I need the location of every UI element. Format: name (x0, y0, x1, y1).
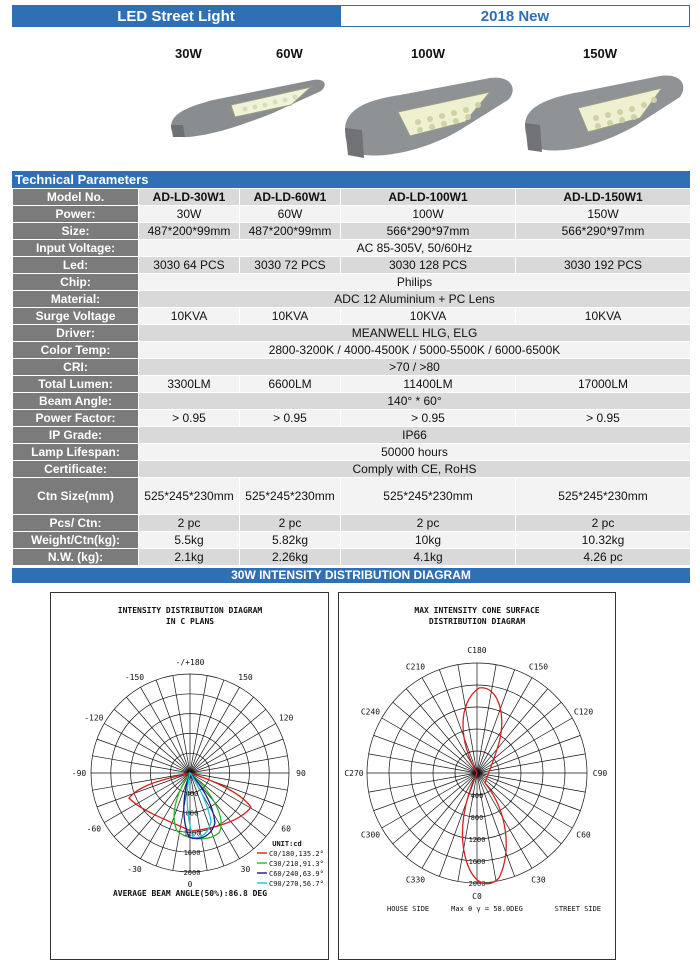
ring-label: 2000 (468, 880, 486, 888)
spec-value: 566*290*97mm (341, 223, 516, 240)
spec-value: AD-LD-30W1 (139, 189, 240, 206)
spec-label: Surge Voltage (13, 308, 139, 325)
spec-value: 10KVA (139, 308, 240, 325)
spec-label: CRI: (13, 359, 139, 376)
spec-value: 487*200*99mm (139, 223, 240, 240)
angle-label: 30 (240, 865, 251, 875)
spec-label: Power Factor: (13, 410, 139, 427)
spec-label: Driver: (13, 325, 139, 342)
release-tag: 2018 New (340, 5, 690, 27)
angle-label: -30 (127, 865, 142, 875)
spec-value: 525*245*230mm (139, 478, 240, 515)
spec-value: 4.26 pc (516, 549, 691, 566)
spec-value: 487*200*99mm (240, 223, 341, 240)
angle-label: C210 (405, 662, 426, 672)
angle-label: 60 (281, 824, 291, 834)
spec-value: 11400LM (341, 376, 516, 393)
spec-row (13, 291, 691, 308)
ring-label: 1200 (468, 836, 486, 844)
page-header (12, 5, 690, 27)
spec-label: Lamp Lifespan: (13, 444, 139, 461)
cone-surface-diagram-panel (338, 592, 616, 960)
angle-label: C180 (467, 646, 487, 655)
spec-value: 4.1kg (341, 549, 516, 566)
spec-value: 3300LM (139, 376, 240, 393)
wattage-label-30w: 30W (175, 46, 202, 61)
spec-value: ADC 12 Aluminium + PC Lens (139, 291, 691, 308)
angle-label: -60 (86, 824, 102, 834)
spec-value: 10KVA (516, 308, 691, 325)
spec-value: 2.1kg (139, 549, 240, 566)
spec-value: > 0.95 (240, 410, 341, 427)
section-title-intensity-diagram: 30W INTENSITY DISTRIBUTION DIAGRAM (12, 568, 690, 583)
spec-value: 5.5kg (139, 532, 240, 549)
diagram-subtitle: IN C PLANS (165, 617, 215, 626)
spec-value: 17000LM (516, 376, 691, 393)
street-light-30w-image (163, 75, 333, 145)
spec-value: 30W (139, 206, 240, 223)
spec-value: > 0.95 (341, 410, 516, 427)
angle-label: -/+180 (175, 658, 205, 667)
legend-entry: C30/210,91.3° (269, 860, 324, 868)
spec-row (13, 308, 691, 325)
spec-label: Material: (13, 291, 139, 308)
spec-value: 2 pc (240, 515, 341, 532)
spec-value: 525*245*230mm (516, 478, 691, 515)
spec-value: 525*245*230mm (240, 478, 341, 515)
spec-row (13, 549, 691, 566)
angle-label: C60 (576, 830, 591, 840)
spec-value: 3030 64 PCS (139, 257, 240, 274)
spec-value: AC 85-305V, 50/60Hz (139, 240, 691, 257)
spec-label: IP Grade: (13, 427, 139, 444)
spec-label: Chip: (13, 274, 139, 291)
angle-label: 90 (296, 769, 306, 778)
house-side-label: HOUSE SIDE (387, 905, 430, 913)
angle-label: C0 (472, 892, 482, 901)
ring-label: 400 (185, 789, 199, 798)
angle-label: -150 (124, 672, 145, 682)
spec-label: Weight/Ctn(kg): (13, 532, 139, 549)
spec-value: AD-LD-100W1 (341, 189, 516, 206)
spec-label: Certificate: (13, 461, 139, 478)
street-light-150w-image (520, 70, 690, 160)
spec-value: IP66 (139, 427, 691, 444)
wattage-label-60w: 60W (276, 46, 303, 61)
ring-label: 1600 (183, 849, 201, 858)
spec-value: > 0.95 (516, 410, 691, 427)
spec-label: Power: (13, 206, 139, 223)
ring-label: 1200 (183, 829, 201, 838)
spec-label: N.W. (kg): (13, 549, 139, 566)
spec-row (13, 532, 691, 549)
diagram-subtitle: DISTRIBUTION DIAGRAM (428, 617, 526, 626)
spec-value: Philips (139, 274, 691, 291)
spec-value: Comply with CE, RoHS (139, 461, 691, 478)
spec-value: 6600LM (240, 376, 341, 393)
spec-label: Led: (13, 257, 139, 274)
spec-value: 60W (240, 206, 341, 223)
spec-row (13, 325, 691, 342)
angle-label: C270 (344, 769, 364, 778)
spec-row (13, 515, 691, 532)
spec-row (13, 240, 691, 257)
legend-entry: C90/270,56.7° (269, 880, 324, 888)
ring-label: 2000 (183, 869, 201, 877)
product-title: LED Street Light (12, 5, 340, 27)
spec-row (13, 393, 691, 410)
legend-entry: C0/180,135.2° (269, 850, 324, 858)
diagram-title: MAX INTENSITY CONE SURFACE (414, 606, 540, 615)
spec-row (13, 206, 691, 223)
intensity-diagram-panel (50, 592, 329, 960)
spec-row (13, 257, 691, 274)
spec-value: 10.32kg (516, 532, 691, 549)
spec-value: AD-LD-60W1 (240, 189, 341, 206)
intensity-distribution-diagram (51, 593, 328, 959)
spec-value: > 0.95 (139, 410, 240, 427)
spec-value: 10KVA (240, 308, 341, 325)
spec-value: 2.26kg (240, 549, 341, 566)
wattage-label-150w: 150W (583, 46, 617, 61)
spec-value: 5.82kg (240, 532, 341, 549)
legend-entry: C60/240,63.9° (269, 870, 324, 878)
spec-value: 3030 192 PCS (516, 257, 691, 274)
spec-value: 3030 72 PCS (240, 257, 341, 274)
spec-table (12, 188, 691, 566)
spec-label: Input Voltage: (13, 240, 139, 257)
beam-angle-footer: AVERAGE BEAM ANGLE(50%):86.8 DEG (112, 889, 268, 898)
spec-value: 2800-3200K / 4000-4500K / 5000-5500K / 6000-6500K (139, 342, 691, 359)
spec-row (13, 189, 691, 206)
ring-label: 800 (470, 814, 484, 822)
spec-value: 2 pc (516, 515, 691, 532)
angle-label: C300 (360, 830, 381, 840)
spec-value: 140° * 60° (139, 393, 691, 410)
spec-value: 525*245*230mm (341, 478, 516, 515)
spec-value: 10KVA (341, 308, 516, 325)
angle-label: C90 (592, 769, 608, 778)
spec-row (13, 342, 691, 359)
max-angle-label: Max θ γ = 58.0DEG (451, 905, 523, 913)
spec-row (13, 461, 691, 478)
angle-label: 150 (238, 672, 253, 682)
spec-label: Pcs/ Ctn: (13, 515, 139, 532)
street-light-100w-image (340, 70, 520, 165)
spec-value: 2 pc (139, 515, 240, 532)
spec-label: Total Lumen: (13, 376, 139, 393)
spec-row (13, 427, 691, 444)
diagram-title: INTENSITY DISTRIBUTION DIAGRAM (117, 606, 263, 615)
spec-label: Model No. (13, 189, 139, 206)
spec-label: Ctn Size(mm) (13, 478, 139, 515)
section-title-technical-parameters: Technical Parameters (12, 171, 690, 188)
spec-label: Beam Angle: (13, 393, 139, 410)
angle-label: 120 (278, 713, 294, 723)
angle-label: C30 (531, 875, 546, 885)
angle-label: C330 (405, 875, 426, 885)
angle-label: C150 (528, 662, 549, 672)
spec-value: 2 pc (341, 515, 516, 532)
spec-value: >70 / >80 (139, 359, 691, 376)
ring-label: 400 (470, 792, 484, 800)
street-side-label: STREET SIDE (554, 905, 601, 913)
spec-value: 100W (341, 206, 516, 223)
spec-value: MEANWELL HLG, ELG (139, 325, 691, 342)
wattage-label-100w: 100W (411, 46, 445, 61)
spec-label: Size: (13, 223, 139, 240)
angle-label: -90 (71, 769, 87, 778)
ring-label: 1600 (468, 858, 486, 866)
cone-surface-distribution-diagram (339, 593, 615, 959)
spec-value: 50000 hours (139, 444, 691, 461)
spec-row (13, 410, 691, 427)
spec-row (13, 274, 691, 291)
angle-label: C120 (573, 707, 594, 717)
spec-row (13, 359, 691, 376)
angle-label: 0 (187, 880, 193, 889)
spec-value: 150W (516, 206, 691, 223)
spec-value: 10kg (341, 532, 516, 549)
spec-row (13, 444, 691, 461)
spec-label: Color Temp: (13, 342, 139, 359)
spec-value: AD-LD-150W1 (516, 189, 691, 206)
spec-row (13, 376, 691, 393)
spec-row (13, 478, 691, 515)
angle-label: -120 (84, 713, 104, 723)
angle-label: C240 (360, 707, 381, 717)
spec-value: 566*290*97mm (516, 223, 691, 240)
spec-value: 3030 128 PCS (341, 257, 516, 274)
unit-label: UNIT:cd (272, 840, 302, 848)
ring-label: 800 (185, 809, 199, 818)
spec-row (13, 223, 691, 240)
